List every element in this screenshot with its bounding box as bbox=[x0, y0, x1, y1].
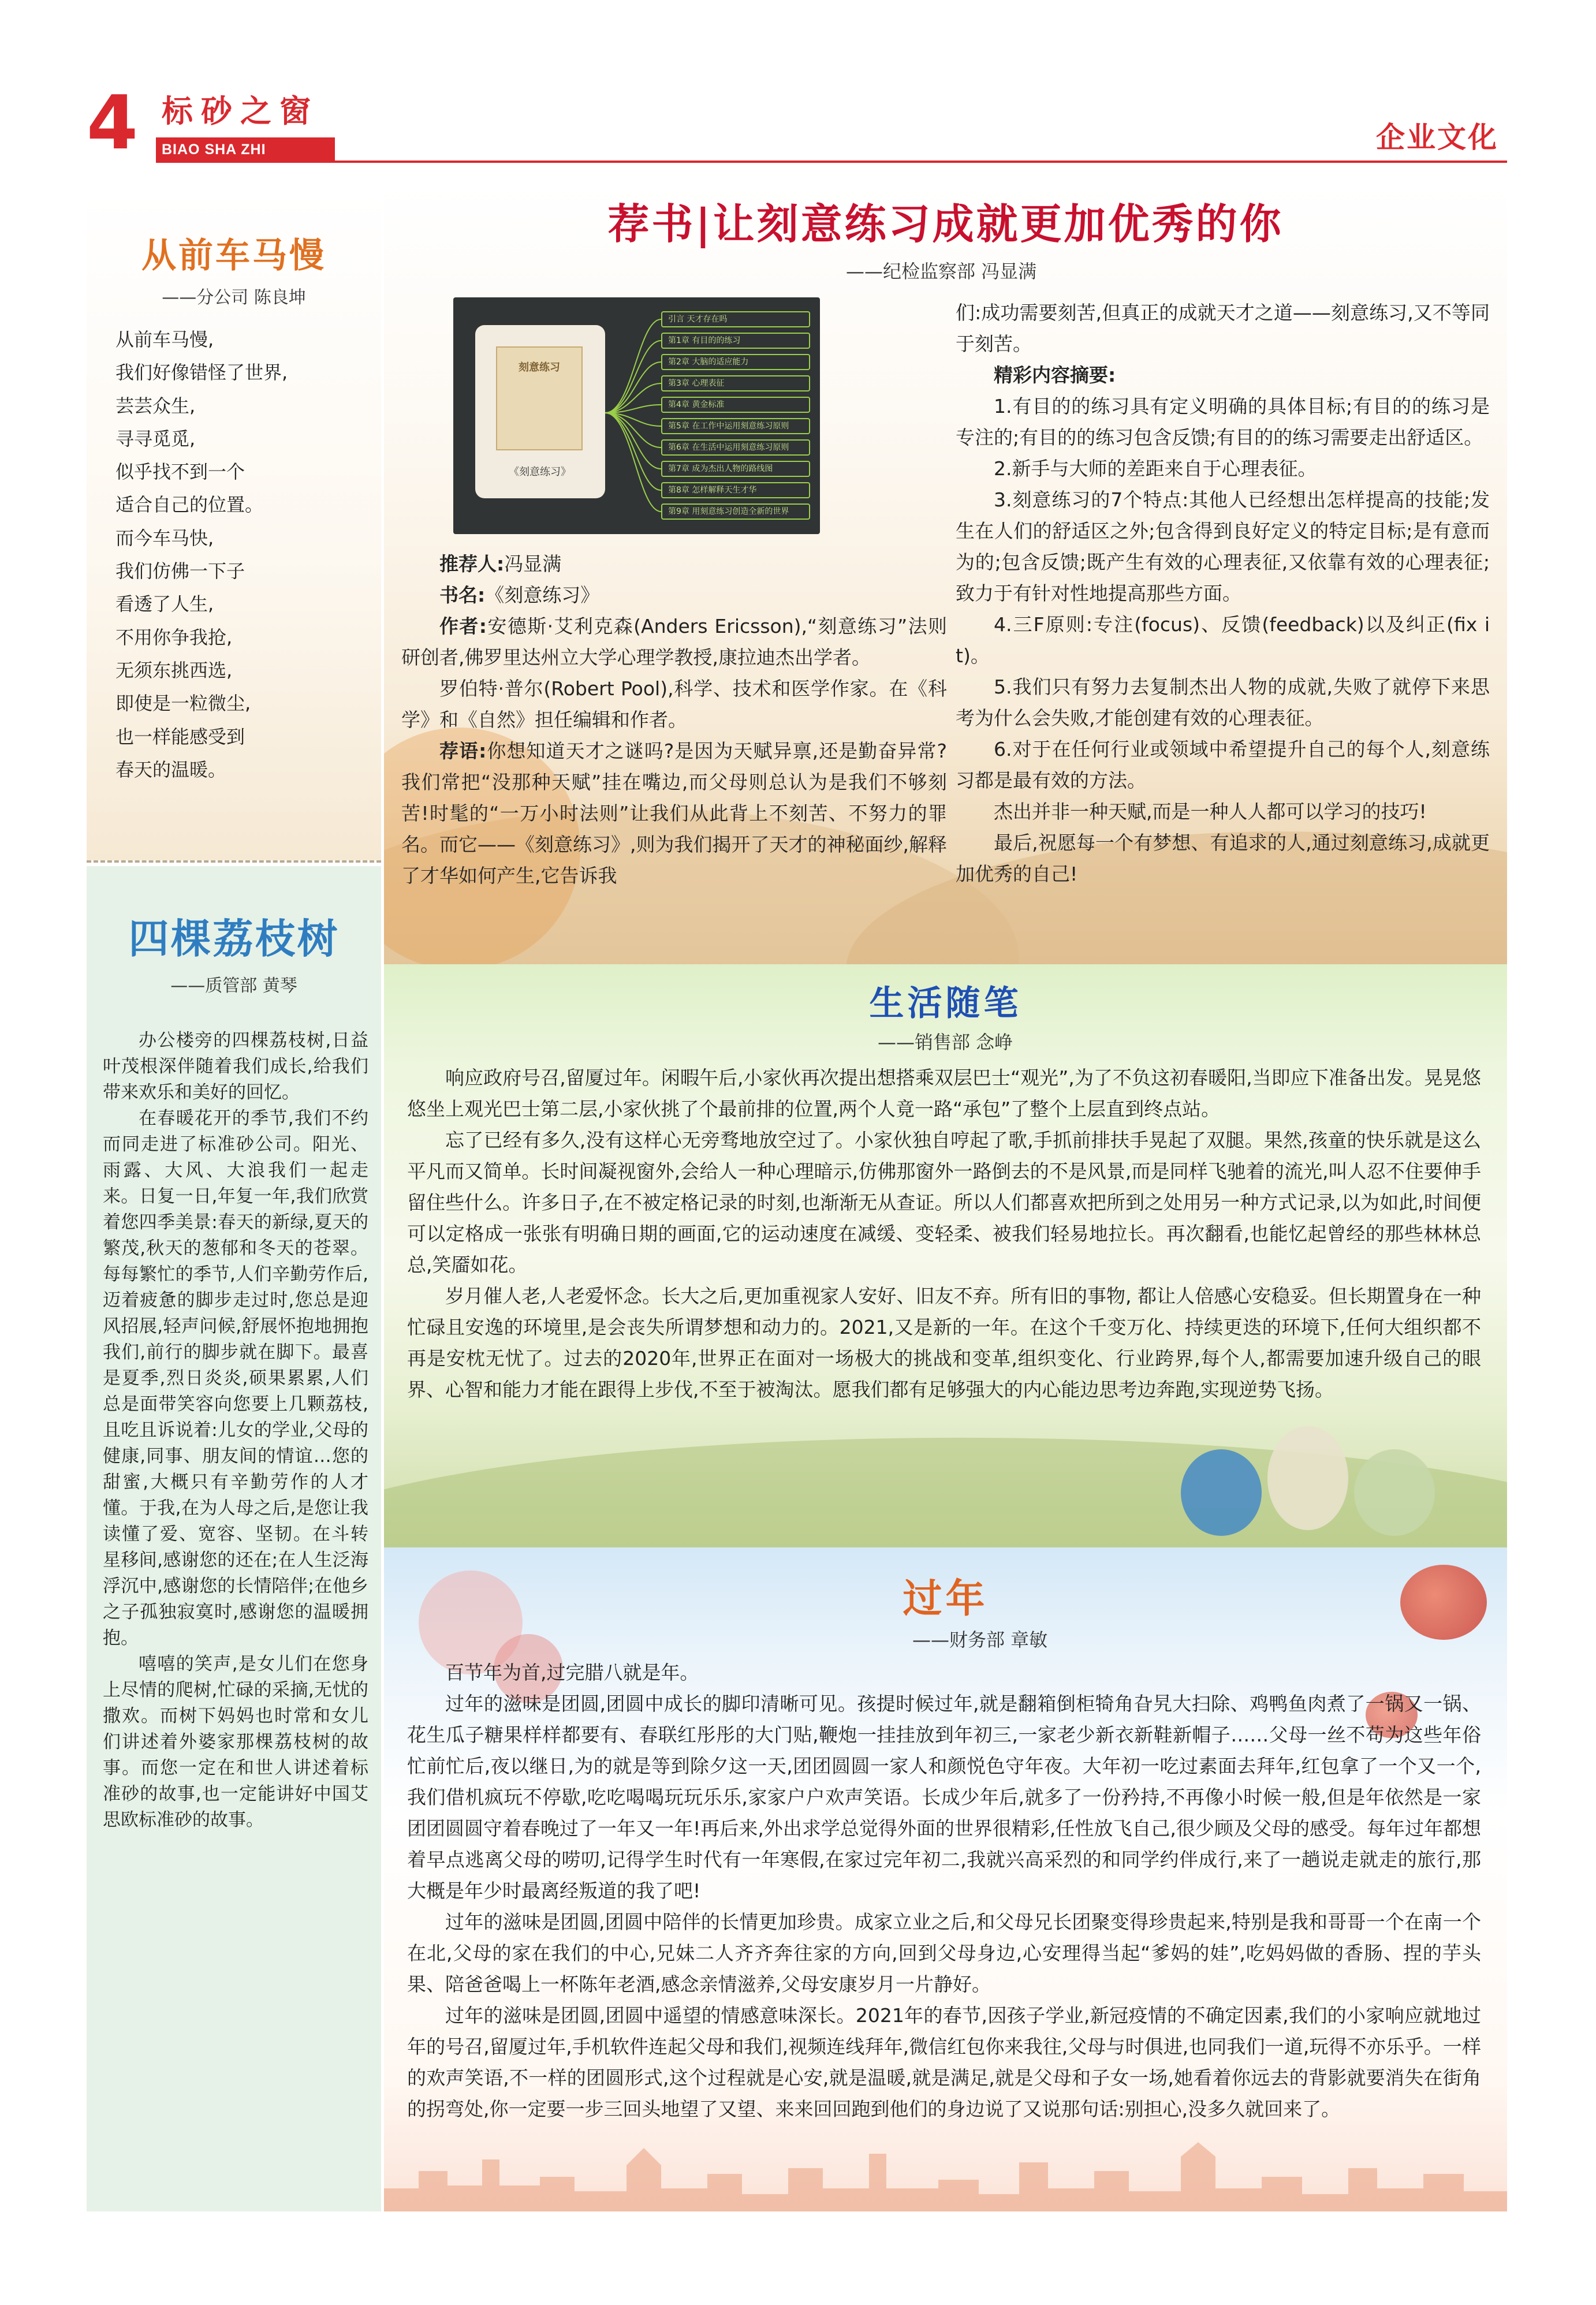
lychee-body bbox=[103, 1028, 368, 1833]
mindmap-node: 第6章 在生活中运用刻意练习原则 bbox=[661, 439, 810, 456]
poem-byline: ——分公司 陈良坤 bbox=[162, 288, 306, 308]
poem-line: 也一样能感受到 bbox=[115, 725, 245, 748]
mindmap-node: 第5章 在工作中运用刻意练习原则 bbox=[661, 418, 810, 434]
life-byline: ——销售部 念峥 bbox=[878, 1031, 1013, 1053]
lychee-paragraph: 办公楼旁的四棵荔枝树,日益叶茂根深伴随着我们成长,给我们带来欢乐和美好的回忆。 bbox=[103, 1030, 368, 1103]
life-body bbox=[407, 1062, 1481, 1405]
summary-point: 3.刻意练习的7个特点:其他人已经想出怎样提高的技能;发生在人们的舒适区之外;包含得到良好定义的特定目标;是有意而为的;包含反馈;既产生有效的心理表征,又依靠有效的心理表征;致力于有针对性地提高那些方面。 bbox=[956, 488, 1490, 605]
left-divider bbox=[87, 860, 381, 863]
mindmap-node: 第7章 成为杰出人物的路线图 bbox=[661, 461, 810, 477]
mindmap-node: 第9章 用刻意练习创造全新的世界 bbox=[661, 503, 810, 520]
newyear-paragraph: 百节年为首,过完腊八就是年。 bbox=[445, 1661, 699, 1684]
life-section bbox=[384, 964, 1507, 1547]
recommender-line bbox=[401, 549, 947, 580]
newyear-byline: ——财务部 章敏 bbox=[912, 1629, 1048, 1651]
closing-line: 杰出并非一种天赋,而是一种人人都可以学习的技巧! bbox=[994, 800, 1427, 823]
bookname-label: 书名: bbox=[439, 584, 486, 606]
poem-line: 看透了人生, bbox=[115, 593, 214, 616]
life-paragraph: 响应政府号召,留厦过年。闲暇午后,小家伙再次提出想搭乘双层巴士“观光”,为了不负这初春暖阳,当即应下准备出发。晃晃悠悠坐上观光巴士第二层,小家伙挑了个最前排的位置,两个人竟一路“承包”了整个上层直到终点站。 bbox=[407, 1066, 1481, 1120]
child-figure bbox=[1181, 1449, 1262, 1536]
mindmap-node: 第1章 有目的的练习 bbox=[661, 333, 810, 349]
life-title: 生活随笔 bbox=[869, 983, 1022, 1024]
recommender-label: 推荐人: bbox=[439, 553, 505, 575]
summary-label: 精彩内容摘要: bbox=[994, 364, 1116, 386]
mindmap-node: 引言 天才存在吗 bbox=[661, 311, 810, 327]
book-article-title: 荐书|让刻意练习成就更加优秀的你 bbox=[607, 199, 1284, 248]
summary-point: 4.三F原则:专注(focus)、反馈(feedback)以及纠正(fix it)。 bbox=[956, 613, 1490, 667]
book-byline: ——纪检监察部 冯显满 bbox=[846, 260, 1037, 282]
poem-lines bbox=[115, 323, 370, 786]
quote-line bbox=[401, 736, 947, 892]
poem-line: 适合自己的位置。 bbox=[115, 494, 264, 516]
poem-line: 寻寻觅觅, bbox=[115, 427, 196, 450]
recommender-name: 冯显满 bbox=[504, 553, 562, 575]
author-line bbox=[401, 611, 947, 673]
poem-line: 即使是一粒微尘, bbox=[115, 692, 251, 715]
book-left-column bbox=[401, 549, 947, 892]
book-mindmap-image bbox=[453, 297, 820, 534]
poem-title: 从前车马慢 bbox=[141, 236, 326, 276]
newyear-title: 过年 bbox=[903, 1576, 989, 1622]
author-label: 作者: bbox=[439, 615, 487, 637]
lychee-paragraph: 在春暖花开的季节,我们不约而同走进了标准砂公司。阳光、雨露、大风、大浪我们一起走来。日复一日,年复一年,我们欣赏着您四季美景:春天的新绿,夏天的繁茂,秋天的葱郁和冬天的苍翠。每每繁忙的季节,人们辛勤劳作后,迈着疲惫的脚步走过时,您总是迎风招展,轻声问候,舒展怀抱地拥抱我们,前行的脚步就在脚下。最喜是夏季,烈日炎炎,硕果累累,人们总是面带笑容向您要上几颗荔枝,且吃且诉说着:儿女的学业,父母的健康,同事、朋友间的情谊…您的甜蜜,大概只有辛勤劳作的人才懂。于我,在为人母之后,是您让我读懂了爱、宽容、坚韧。在斗转星移间,感谢您的还在;在人生泛海浮沉中,感谢您的长情陪伴;在他乡之子孤独寂寞时,感谢您的温暖拥抱。 bbox=[103, 1108, 368, 1648]
poem-line: 春天的温暖。 bbox=[115, 758, 227, 781]
poem-line: 我们仿佛一下子 bbox=[115, 560, 245, 583]
quote-text-start: 你想知道天才之谜吗?是因为天赋异禀,还是勤奋异常?我们常把“没那种天赋”挂在嘴边,而父母则总认为是我们不够刻苦!时髦的“一万小时法则”让我们从此背上不刻苦、不努力的罪名。而它——《刻意练习》,则为我们揭开了天才的神秘面纱,解释了才华如何产生,它告诉我 bbox=[401, 740, 947, 887]
city-skyline bbox=[384, 2136, 1507, 2211]
life-paragraph: 忘了已经有多久,没有这样心无旁骛地放空过了。小家伙独自哼起了歌,手抓前排扶手晃起了双腿。果然,孩童的快乐就是这么平凡而又简单。长时间凝视窗外,会给人一种心理暗示,仿佛那窗外一路倒去的不是风景,而是同样飞驰着的流光,叫人忍不住要伸手留住些什么。许多日子,在不被定格记录的时刻,也渐渐无从查证。所以人们都喜欢把所到之处用另一种方式记录,以为如此,时间便可以定格成一张张有明确日期的画面,它的运动速度在减缓、变轻柔、被我们轻易地拉长。再次翻看,也能忆起曾经的那些林林总总,笑靥如花。 bbox=[407, 1129, 1481, 1276]
summary-point: 2.新手与大师的差距来自于心理表征。 bbox=[994, 457, 1317, 480]
poem-line: 芸芸众生, bbox=[115, 394, 196, 417]
life-paragraph: 岁月催人老,人老爱怀念。长大之后,更加重视家人安好、旧友不弃。所有旧的事物, 都让人倍感心安稳妥。但长期置身在一种忙碌且安逸的环境里,是会丧失所谓梦想和动力的。2021,又是新的一年。在这个千变万化、持续更迭的环境下,任何大组织都不再是安枕无忧了。过去的2020年,世界正在面对一场极大的挑战和变革,组织变化、行业跨界,每个人,都需要加速升级自己的眼界、心智和能力才能在跟得上步伐,不至于被淘汰。愿我们都有足够强大的内心能边思考边奔跑,实现逆势飞扬。 bbox=[407, 1285, 1481, 1401]
newyear-paragraph: 过年的滋味是团圆,团圆中陪伴的长情更加珍贵。成家立业之后,和父母兄长团聚变得珍贵起来,特别是我和哥哥一个在南一个在北,父母的家在我们的中心,兄妹二人齐齐奔往家的方向,回到父母身边,心安理得当起“爹妈的娃”,吃妈妈做的香肠、捏的芋头果、陪爸爸喝上一杯陈年老酒,感念亲情滋养,父母安康岁月一片静好。 bbox=[407, 1911, 1481, 1996]
page-number: 4 bbox=[87, 80, 139, 166]
poem-line: 无须东挑西选, bbox=[115, 659, 233, 681]
poem-line: 从前车马慢, bbox=[115, 329, 214, 350]
masthead bbox=[87, 80, 1507, 182]
newspaper-title: 标砂之窗 bbox=[162, 92, 319, 129]
newyear-paragraph: 过年的滋味是团圆,团圆中成长的脚印清晰可见。孩提时候过年,就是翻箱倒柜犄角旮旯大扫除、鸡鸭鱼肉煮了一锅又一锅、花生瓜子糖果样样都要有、春联红彤彤的大门贴,鞭炮一挂挂放到年初三,一家老少新衣新鞋新帽子……父母一丝不苟为这些年俗忙前忙后,夜以继日,为的就是等到除夕这一天,团团圆圆一家人和颜悦色守年夜。大年初一吃过素面去拜年,红包拿了一个又一个,我们借机疯玩不停歇,吃吃喝喝玩玩乐乐,家家户户欢声笑语。长成少年后,就多了一份矜持,不再像小时候一般,但是年依然是一家团团圆圆守着春晚过了一年又一年!再后来,外出求学总觉得外面的世界很精彩,任性放飞自己,很少顾及父母的感受。每年过年都想着早点逃离父母的唠叨,记得学生时代有一年寒假,在家过完年初二,我就兴高采烈的和同学约伴成行,来了一趟说走就走的旅行,那大概是年少时最离经叛道的我了吧! bbox=[407, 1692, 1481, 1902]
summary-point: 5.我们只有努力去复制杰出人物的成就,失败了就停下来思考为什么会失败,才能创建有效的心理表征。 bbox=[956, 676, 1490, 729]
child-figure bbox=[1354, 1449, 1435, 1536]
mindmap-node: 第2章 大脑的适应能力 bbox=[661, 354, 810, 370]
newyear-body bbox=[407, 1657, 1481, 2125]
lychee-paragraph: 嘻嘻的笑声,是女儿们在您身上尽情的爬树,忙碌的采摘,无忧的撒欢。而树下妈妈也时常和女儿们讲述着外婆家那棵荔枝树的故事。而您一定在和世人讲述着标准砂的故事,也一定能讲好中国艾思欧标准砂的故事。 bbox=[103, 1654, 368, 1830]
quote-continuation: 们:成功需要刻苦,但真正的成就天才之道——刻意练习,又不等同于刻苦。 bbox=[956, 301, 1490, 355]
poem-line: 我们好像错怪了世界, bbox=[115, 361, 288, 384]
mindmap-node: 第8章 怎样解释天生才华 bbox=[661, 482, 810, 498]
author-value: 安德斯·艾利克森(Anders Ericsson),“刻意练习”法则研创者,佛罗里达州立大学心理学教授,康拉迪杰出学者。 bbox=[401, 615, 947, 669]
lychee-section bbox=[87, 866, 381, 2211]
mindmap-branches bbox=[453, 297, 820, 534]
poem-section bbox=[87, 191, 381, 860]
summary-heading bbox=[956, 360, 1490, 391]
coauthor-line: 罗伯特·普尔(Robert Pool),科学、技术和医学作家。在《科学》和《自然》担任编辑和作者。 bbox=[401, 677, 947, 731]
mindmap-caption: 《刻意练习》 bbox=[509, 466, 571, 478]
mindmap-node: 第3章 心理表征 bbox=[661, 375, 810, 391]
bookname-value: 《刻意练习》 bbox=[485, 584, 600, 606]
book-section bbox=[384, 185, 1507, 964]
lychee-byline: ——质管部 黄琴 bbox=[170, 976, 297, 996]
newspaper-subtitle: BIAO SHA ZHI CHUANG bbox=[156, 137, 335, 162]
mindmap-node: 第4章 黄金标准 bbox=[661, 397, 810, 413]
closing-line: 最后,祝愿每一个有梦想、有追求的人,通过刻意练习,成就更加优秀的自己! bbox=[956, 831, 1490, 885]
book-right-column bbox=[956, 297, 1490, 890]
poem-line: 似乎找不到一个 bbox=[115, 461, 245, 483]
child-figure bbox=[1267, 1426, 1348, 1530]
section-category: 企业文化 bbox=[1376, 120, 1498, 154]
summary-point: 1.有目的的练习具有定义明确的具体目标;有目的的练习是专注的;有目的的练习包含反馈;有目的的练习需要走出舒适区。 bbox=[956, 395, 1490, 449]
summary-point: 6.对于在任何行业或领域中希望提升自己的每个人,刻意练习都是最有效的方法。 bbox=[956, 738, 1490, 792]
bookname-line bbox=[401, 580, 947, 611]
poem-line: 不用你争我抢, bbox=[115, 626, 233, 648]
lychee-title: 四棵荔枝树 bbox=[128, 915, 340, 963]
poem-line: 而今车马快, bbox=[115, 527, 214, 549]
quote-label: 荐语: bbox=[439, 740, 487, 762]
masthead-rule bbox=[156, 161, 1507, 163]
newyear-paragraph: 过年的滋味是团圆,团圆中遥望的情感意味深长。2021年的春节,因孩子学业,新冠疫情的不确定因素,我们的小家响应就地过年的号召,留厦过年,手机软件连起父母和我们,视频连线拜年,微信红包你来我往,父母与时俱进,也同我们一道,玩得不亦乐乎。一样的欢声笑语,不一样的团圆形式,这个过程就是心安,就是温暖,就是满足,就是父母和子女一场,她看着你远去的背影就要消失在街角的拐弯处,你一定要一步三回头地望了又望、来来回回跑到他们的身边说了又说那句话:别担心,没多久就回来了。 bbox=[407, 2004, 1481, 2120]
book-cover-title: 刻意练习 bbox=[519, 361, 560, 374]
newyear-section bbox=[384, 1547, 1507, 2211]
